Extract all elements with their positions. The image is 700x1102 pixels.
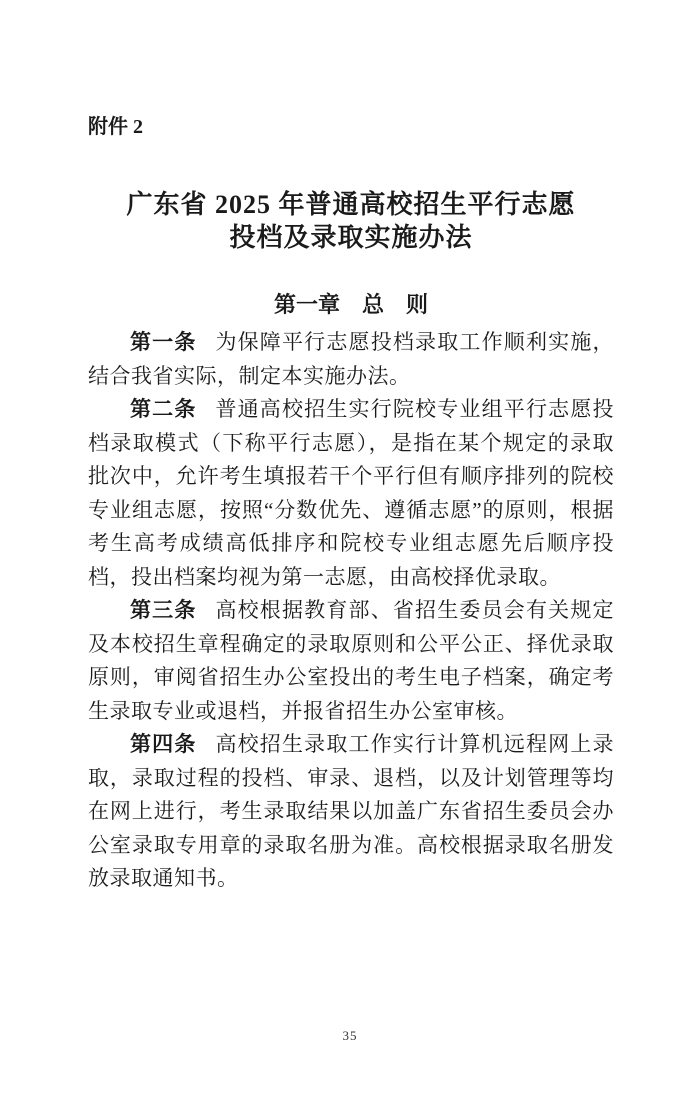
chapter-heading: 第一章 总 则 bbox=[273, 292, 428, 317]
article-1 bbox=[88, 326, 614, 393]
article-2-label: 第二条 bbox=[130, 397, 197, 421]
article-4 bbox=[88, 728, 614, 896]
article-1-text: 为保障平行志愿投档录取工作顺利实施，结合我省实际，制定本实施办法。 bbox=[88, 330, 615, 388]
article-4-label: 第四条 bbox=[130, 732, 197, 756]
article-1-label: 第一条 bbox=[130, 330, 197, 354]
article-2 bbox=[88, 393, 614, 594]
article-4-text: 高校招生录取工作实行计算机远程网上录取，录取过程的投档、审录、退档，以及计划管理等均在网上进行，考生录取结果以加盖广东省招生委员会办公室录取专用章的录取名册为准。高校根据录取名册发放录取通知书。 bbox=[88, 732, 615, 890]
article-3 bbox=[88, 594, 614, 728]
document-body bbox=[88, 326, 614, 896]
document-page bbox=[0, 112, 700, 1102]
article-2-text: 普通高校招生实行院校专业组平行志愿投档录取模式（下称平行志愿），是指在某个规定的录取批次中，允许考生填报若干个平行但有顺序排列的院校专业组志愿，按照“分数优先、遵循志愿”的原则，根据考生高考成绩高低排序和院校专业组志愿先后顺序投档，投出档案均视为第一志愿，由高校择优录取。 bbox=[88, 397, 615, 589]
document-title-line2: 投档及录取实施办法 bbox=[229, 223, 473, 252]
document-title-line1: 广东省 2025 年普通高校招生平行志愿 bbox=[126, 190, 576, 219]
article-3-label: 第三条 bbox=[130, 598, 197, 622]
page-number: 35 bbox=[342, 1028, 358, 1043]
attachment-label: 附件 2 bbox=[88, 116, 143, 138]
document-title bbox=[88, 188, 614, 254]
article-3-text: 高校根据教育部、省招生委员会有关规定及本校招生章程确定的录取原则和公平公正、择优录取原则，审阅省招生办公室投出的考生电子档案，确定考生录取专业或退档，并报省招生办公室审核。 bbox=[88, 598, 615, 723]
